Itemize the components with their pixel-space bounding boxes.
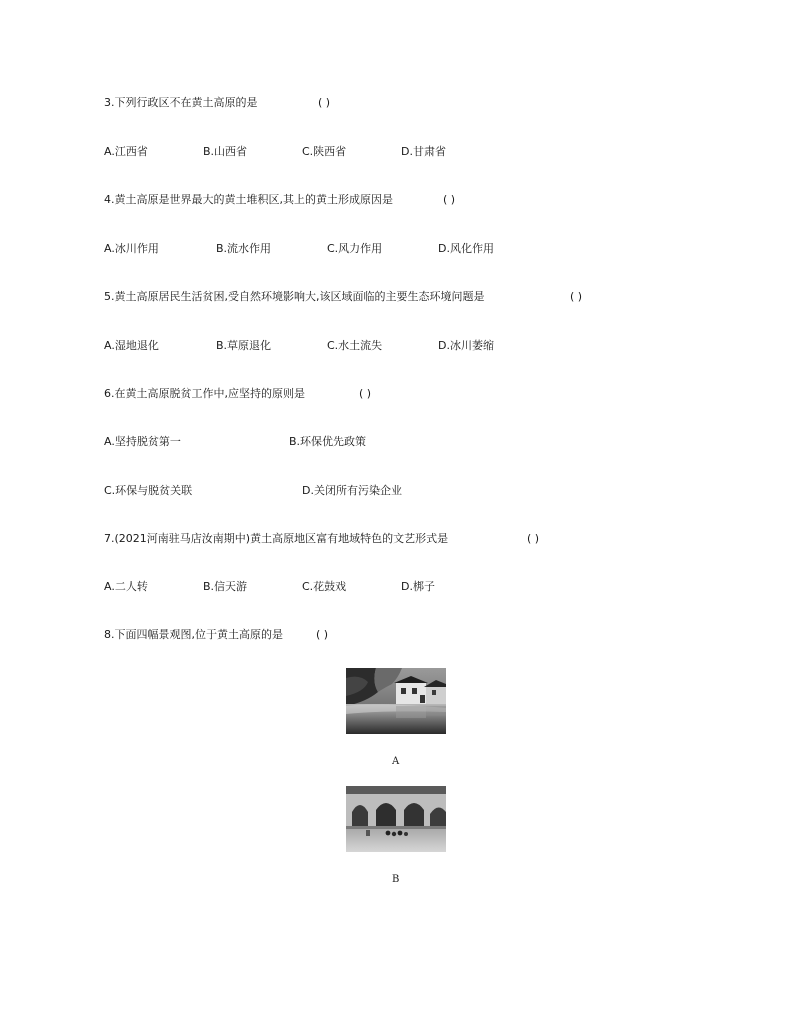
question-3-stem: 3.下列行政区不在黄土高原的是 bbox=[104, 96, 258, 109]
question-5-answer-blank: ( ) bbox=[570, 290, 583, 303]
question-7-answer-blank: ( ) bbox=[527, 532, 540, 545]
question-3-option-d: D.甘肃省 bbox=[401, 145, 446, 158]
question-5-option-d: D.冰川萎缩 bbox=[438, 339, 494, 352]
question-4-option-d: D.风化作用 bbox=[438, 242, 494, 255]
question-4-stem: 4.黄土高原是世界最大的黄土堆积区,其上的黄土形成原因是 bbox=[104, 193, 393, 206]
question-5-stem: 5.黄土高原居民生活贫困,受自然环境影响大,该区域面临的主要生态环境问题是 bbox=[104, 290, 485, 303]
question-5-option-b: B.草原退化 bbox=[216, 339, 272, 352]
question-3-option-a: A.江西省 bbox=[104, 145, 148, 158]
question-8-stem: 8.下面四幅景观图,位于黄土高原的是 bbox=[104, 628, 283, 641]
question-3-answer-blank: ( ) bbox=[318, 96, 331, 109]
question-4-option-a: A.冰川作用 bbox=[104, 242, 159, 255]
question-4-option-c: C.风力作用 bbox=[327, 242, 383, 255]
question-8-answer-blank: ( ) bbox=[316, 628, 329, 641]
question-4-option-b: B.流水作用 bbox=[216, 242, 272, 255]
question-5-option-c: C.水土流失 bbox=[327, 339, 383, 352]
figure-b-cave-dwelling-photo bbox=[346, 786, 446, 852]
question-6-option-d: D.关闭所有污染企业 bbox=[302, 484, 402, 497]
question-6-option-c: C.环保与脱贫关联 bbox=[104, 484, 193, 497]
question-3-option-b: B.山西省 bbox=[203, 145, 248, 158]
question-6-stem: 6.在黄土高原脱贫工作中,应坚持的原则是 bbox=[104, 387, 305, 400]
figure-a-caption: A bbox=[392, 756, 400, 767]
question-7-option-b: B.信天游 bbox=[203, 580, 248, 593]
question-6-option-a: A.坚持脱贫第一 bbox=[104, 435, 181, 448]
question-3-option-c: C.陕西省 bbox=[302, 145, 347, 158]
question-4-answer-blank: ( ) bbox=[443, 193, 456, 206]
question-7-stem: 7.(2021河南驻马店汝南期中)黄土高原地区富有地域特色的文艺形式是 bbox=[104, 532, 449, 545]
question-7-option-d: D.梆子 bbox=[401, 580, 435, 593]
question-6-answer-blank: ( ) bbox=[359, 387, 372, 400]
figure-b-caption: B bbox=[392, 874, 400, 885]
question-7-option-c: C.花鼓戏 bbox=[302, 580, 347, 593]
question-5-option-a: A.湿地退化 bbox=[104, 339, 159, 352]
question-7-option-a: A.二人转 bbox=[104, 580, 148, 593]
figure-a-water-town-photo bbox=[346, 668, 446, 734]
question-6-option-b: B.环保优先政策 bbox=[289, 435, 367, 448]
